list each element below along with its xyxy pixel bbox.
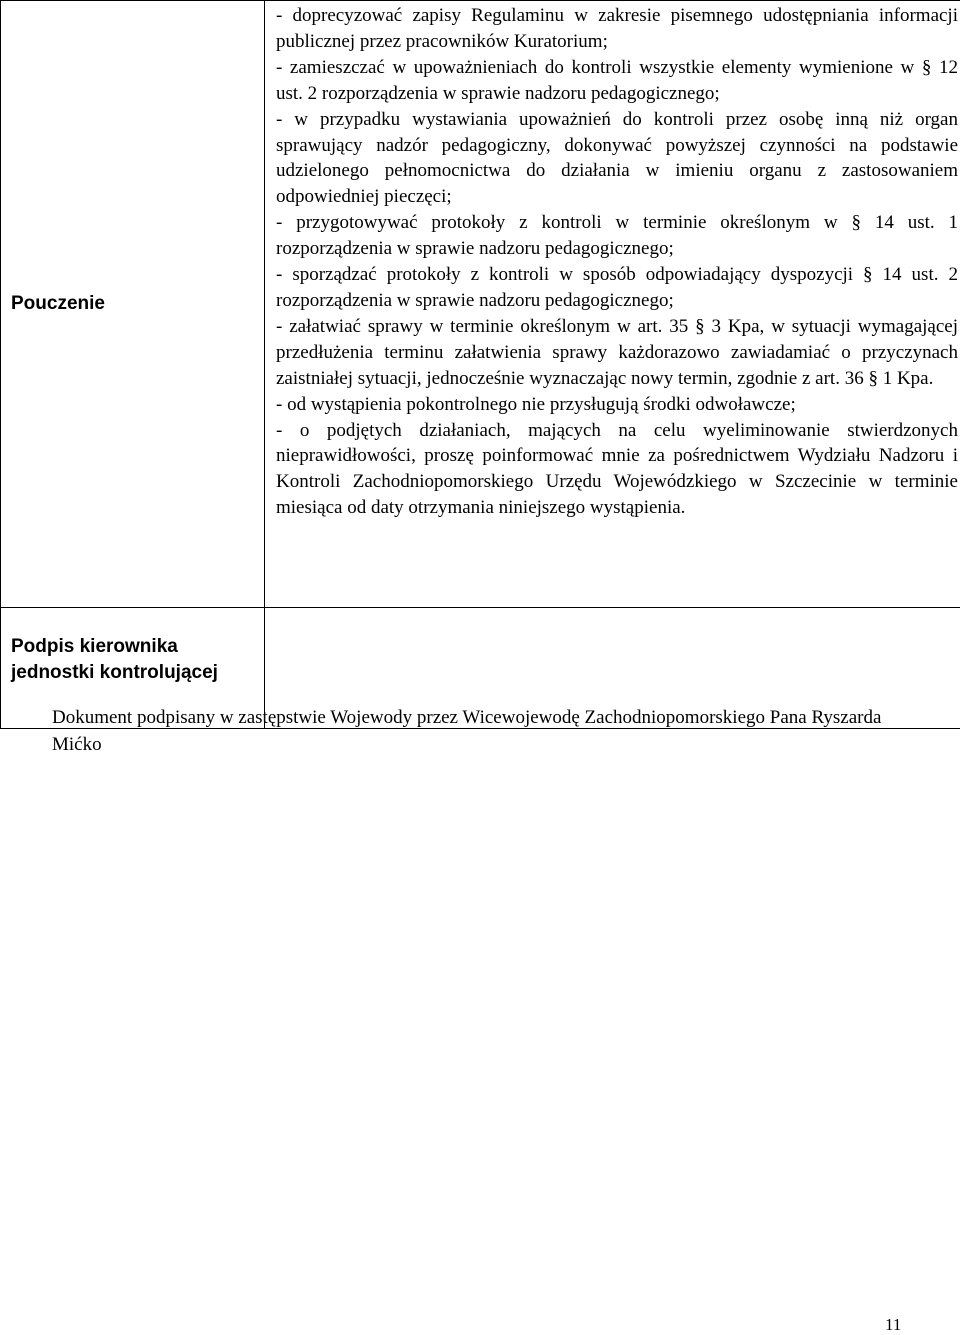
instruction-item: - załatwiać sprawy w terminie określonym w art. 35 § 3 Kpa, w sytuacji wymagającej przedłużenia terminu załatwienia sprawy każdorazowo zawiadamiać o przyczynach zaistniałej sytuacji, jednocześnie wyznaczając nowy termin, zgodnie z art. 36 § 1 Kpa.: [276, 315, 958, 389]
instruction-item: - przygotowywać protokoły z kontroli w terminie określonym w § 14 ust. 1 rozporządzenia w sprawie nadzoru pedagogicznego;: [276, 212, 958, 260]
instruction-item: - w przypadku wystawiania upoważnień do kontroli przez osobę inną niż organ sprawujący nadzór pedagogiczny, dokonywać powyższej czynności na podstawie udzielonego pełnomocnictwa do działania w imieniu organu z zastosowaniem odpowiedniej pieczęci;: [276, 108, 958, 208]
row-label-pouczenie: Pouczenie: [1, 1, 265, 608]
instruction-item: - od wystąpienia pokontrolnego nie przysługują środki odwoławcze;: [276, 393, 796, 415]
instruction-item: - o podjętych działaniach, mających na celu wyeliminowanie stwierdzonych nieprawidłowości, proszę poinformować mnie za pośrednictwem Wydziału Nadzoru i Kontroli Zachodniopomorskiego Urzędu Wojewódzkiego w Szczecinie w terminie miesiąca od daty otrzymania niniejszego wystąpienia.: [276, 419, 958, 519]
row-label-podpis: Podpis kierownika jednostki kontrolującej: [1, 608, 265, 729]
table-row-pouczenie: [1, 1, 960, 608]
instruction-item: - sporządzać protokoły z kontroli w sposób odpowiadający dyspozycji § 14 ust. 2 rozporządzenia w sprawie nadzoru pedagogicznego;: [276, 264, 958, 311]
instruction-item: - doprecyzować zapisy Regulaminu w zakresie pisemnego udostępniania informacji publicznej przez pracowników Kuratorium;: [276, 5, 958, 52]
page-number: 11: [885, 1315, 902, 1334]
instruction-item: - zamieszczać w upoważnieniach do kontroli wszystkie elementy wymienione w § 12 ust. 2 rozporządzenia w sprawie nadzoru pedagogicznego;: [276, 56, 958, 104]
signature-note: Dokument podpisany w zastępstwie Wojewody przez Wicewojewodę Zachodniopomorskiego Pana Ryszarda Mićko: [52, 707, 882, 755]
pouczenie-content: [265, 1, 960, 608]
